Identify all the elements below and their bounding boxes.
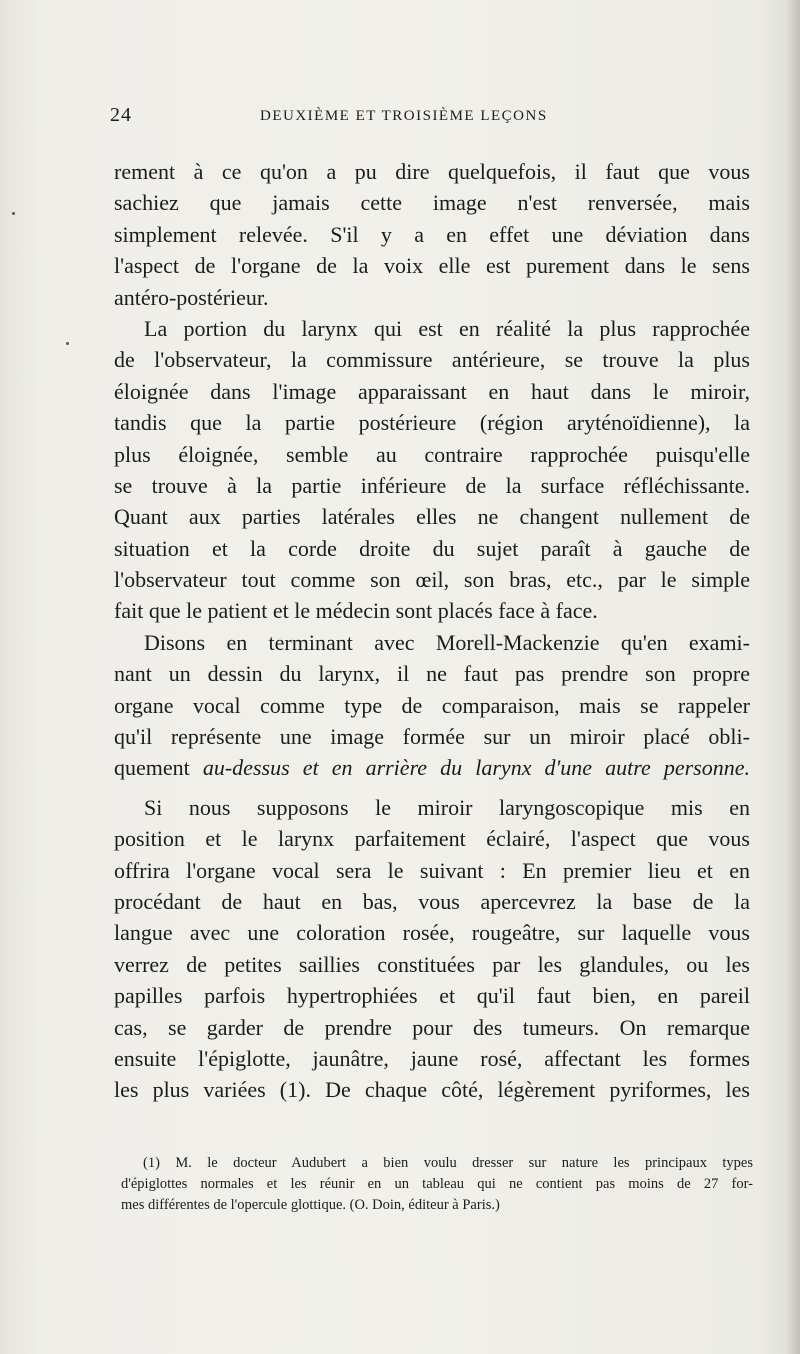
speck-mark [12,212,15,215]
text-line: nant un dessin du larynx, il ne faut pas prendre son propre [114,661,750,687]
text-line: tandis que la partie postérieure (région aryténoïdienne), la [114,410,750,436]
body-text [114,156,750,1106]
text-line: position et le larynx parfaitement éclairé, l'aspect que vous [114,826,750,852]
text-line: de l'observateur, la commissure antérieure, se trouve la plus [114,347,750,373]
text-line: ensuite l'épiglotte, jaunâtre, jaune rosé, affectant les formes [114,1045,750,1071]
footnote-line: (1) M. le docteur Audubert a bien voulu dresser sur nature les principaux types [143,1155,753,1171]
footnote-line: mes différentes de l'opercule glottique. (O. Doin, éditeur à Paris.) [121,1197,500,1213]
text-line: les plus variées (1). De chaque côté, légèrement pyriformes, les [114,1077,750,1103]
text-line: fait que le patient et le médecin sont placés face à face. [114,598,598,624]
text-line: éloignée dans l'image apparaissant en haut dans le miroir, [114,378,750,404]
text-line: qu'il représente une image formée sur un miroir placé obli- [114,724,750,750]
text-line: rement à ce qu'on a pu dire quelquefois, il faut que vous [114,159,750,184]
text-line: l'aspect de l'organe de la voix elle est purement dans le sens [114,253,750,279]
text-line: La portion du larynx qui est en réalité la plus rapprochée [144,315,750,341]
italic-phrase: au-dessus et en arrière du larynx d'une autre personne. [202,755,750,781]
text-line: papilles parfois hypertrophiées et qu'il faut bien, en pareil [114,983,750,1009]
text-line: offrira l'organe vocal sera le suivant : En premier lieu et en [114,857,750,883]
page-header [110,104,750,130]
speck-mark [66,342,69,345]
text-line: langue avec une coloration rosée, rougeâtre, sur laquelle vous [114,920,750,946]
line-text-roman: quement [114,755,203,781]
text-line: organe vocal comme type de comparaison, mais se rappeler [114,692,750,718]
text-line: situation et la corde droite du sujet paraît à gauche de [114,535,750,561]
text-line: cas, se garder de prendre pour des tumeurs. On remarque [114,1014,750,1040]
footnote [121,1153,753,1216]
text-line: plus éloignée, semble au contraire rapprochée puisqu'elle [114,441,750,467]
text-line: Disons en terminant avec Morell-Mackenzie qu'en exami- [144,629,750,655]
text-line: sachiez que jamais cette image n'est renversée, mais [114,190,750,216]
text-line: Si nous supposons le miroir laryngoscopique mis en [144,794,750,820]
text-line: procédant de haut en bas, vous apercevrez la base de la [114,888,750,914]
page-edge-shadow [786,0,800,1354]
text-line: Quant aux parties latérales elles ne changent nullement de [114,504,750,530]
text-line: se trouve à la partie inférieure de la surface réfléchissante. [114,472,750,498]
text-line: antéro-postérieur. [114,284,269,310]
text-line: simplement relevée. S'il y a en effet une déviation dans [114,221,750,247]
text-line: verrez de petites saillies constituées par les glandules, ou les [114,951,750,977]
running-title: DEUXIÈME ET TROISIÈME LEÇONS [260,108,548,124]
footnote-line: d'épiglottes normales et les réunir en un tableau qui ne contient pas moins de 27 for- [121,1176,753,1192]
text-line: l'observateur tout comme son œil, son bras, etc., par le simple [114,567,750,593]
paragraph-gap [114,784,750,792]
text-line-mixed [114,752,750,783]
page-number: 24 [110,104,132,126]
